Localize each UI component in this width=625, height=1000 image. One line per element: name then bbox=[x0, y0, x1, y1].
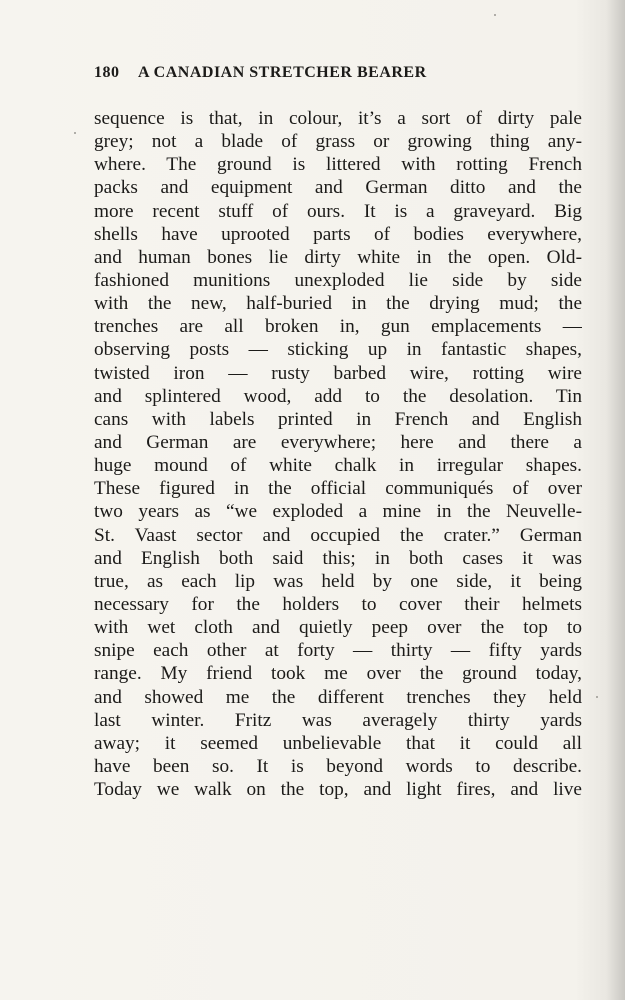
paper-speck bbox=[74, 132, 76, 134]
text-line: shells have uprooted parts of bodies everywhere, bbox=[94, 223, 582, 245]
text-line: where. The ground is littered with rotting French bbox=[94, 154, 582, 176]
text-line: last winter. Fritz was averagely thirty yards bbox=[94, 709, 582, 731]
text-line: more recent stuff of ours. It is a graveyard. Big bbox=[94, 200, 582, 222]
text-line: and showed me the different trenches they held bbox=[94, 686, 582, 708]
text-line: and human bones lie dirty white in the open. Old- bbox=[94, 246, 582, 268]
body-text bbox=[94, 107, 582, 801]
text-line: range. My friend took me over the ground today, bbox=[94, 663, 582, 685]
running-title: A CANADIAN STRETCHER BEARER bbox=[138, 64, 427, 81]
text-line: trenches are all broken in, gun emplacements — bbox=[94, 316, 582, 338]
text-line: sequence is that, in colour, it’s a sort of dirty pale bbox=[94, 108, 582, 129]
text-line: grey; not a blade of grass or growing thing any- bbox=[94, 131, 582, 153]
text-line: and splintered wood, add to the desolation. Tin bbox=[94, 385, 582, 407]
text-line: huge mound of white chalk in irregular shapes. bbox=[94, 455, 582, 477]
text-line: twisted iron — rusty barbed wire, rotting wire bbox=[94, 362, 582, 384]
text-line: and English both said this; in both cases it was bbox=[94, 547, 582, 569]
text-line: away; it seemed unbelievable that it could all bbox=[94, 732, 582, 754]
text-line: with the new, half-buried in the drying mud; the bbox=[94, 293, 582, 315]
text-line: fashioned munitions unexploded lie side by side bbox=[94, 269, 582, 291]
text-line: Today we walk on the top, and light fires, and live bbox=[94, 779, 582, 801]
text-line: snipe each other at forty — thirty — fifty yards bbox=[94, 640, 582, 662]
text-line: packs and equipment and German ditto and the bbox=[94, 177, 582, 199]
paper-speck bbox=[494, 14, 496, 16]
running-header bbox=[94, 64, 427, 82]
text-line: observing posts — sticking up in fantastic shapes, bbox=[94, 339, 582, 361]
text-line: have been so. It is beyond words to describe. bbox=[94, 755, 582, 777]
paper-speck bbox=[596, 696, 598, 698]
text-line: These figured in the official communiqués of over bbox=[94, 478, 582, 500]
page-number: 180 bbox=[94, 64, 120, 81]
text-line: necessary for the holders to cover their helmets bbox=[94, 593, 582, 615]
text-line: true, as each lip was held by one side, it being bbox=[94, 570, 582, 592]
text-line: and German are everywhere; here and there a bbox=[94, 431, 582, 453]
text-line: with wet cloth and quietly peep over the top to bbox=[94, 617, 582, 639]
text-line: cans with labels printed in French and English bbox=[94, 408, 582, 430]
text-line: St. Vaast sector and occupied the crater.” German bbox=[94, 524, 582, 546]
text-line: two years as “we exploded a mine in the Neuvelle- bbox=[94, 501, 582, 523]
